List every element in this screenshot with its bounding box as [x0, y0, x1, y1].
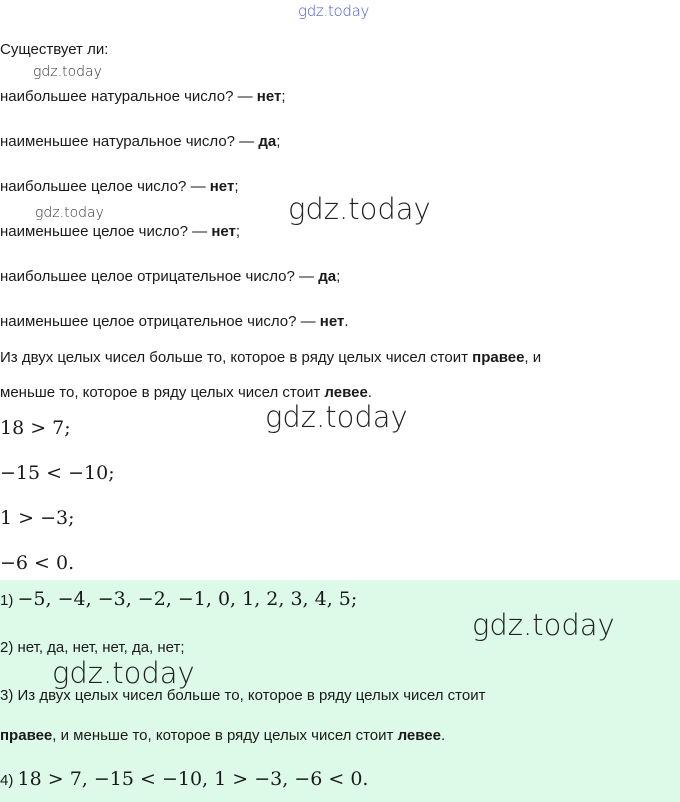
answer-1: 1) −5, −4, −3, −2, −1, 0, 1, 2, 3, 4, 5; [0, 588, 358, 610]
exists-item: наименьшее целое отрицательное число? — нет. [0, 313, 349, 330]
rule-line-2: меньше то, которое в ряду целых чисел стоит левее. [0, 384, 372, 401]
comparison: 18 > 7; [0, 417, 71, 439]
exists-item: наибольшее целое число? — нет; [0, 178, 239, 195]
comparison: −6 < 0. [0, 552, 75, 574]
answer-3-line-2: правее, и меньше то, которое в ряду целых чисел стоит левее. [0, 727, 446, 744]
watermark: gdz.today [33, 64, 102, 80]
watermark: gdz.today [35, 205, 104, 221]
exists-item: наименьшее натуральное число? — да; [0, 133, 281, 150]
rule-line-1: Из двух целых чисел больше то, которое в ряду целых чисел стоит правее, и [0, 349, 542, 366]
comparison: −15 < −10; [0, 462, 115, 484]
watermark: gdz.today [265, 400, 408, 434]
answer-3-line-1: 3) Из двух целых чисел больше то, которое в ряду целых чисел стоит [0, 687, 486, 704]
exists-item: наибольшее натуральное число? — нет; [0, 88, 286, 105]
exists-item: наименьшее целое число? — нет; [0, 223, 241, 240]
comparison: 1 > −3; [0, 507, 75, 529]
exists-item: наибольшее целое отрицательное число? — да; [0, 268, 341, 285]
exists-heading: Существует ли: [0, 41, 109, 58]
watermark-top: gdz.today [298, 2, 370, 20]
watermark: gdz.today [288, 192, 431, 226]
answer-4: 4) 18 > 7, −15 < −10, 1 > −3, −6 < 0. [0, 768, 369, 790]
watermark: gdz.today [472, 608, 615, 642]
answer-2: 2) нет, да, нет, нет, да, нет; [0, 639, 185, 656]
watermark: gdz.today [52, 656, 195, 690]
